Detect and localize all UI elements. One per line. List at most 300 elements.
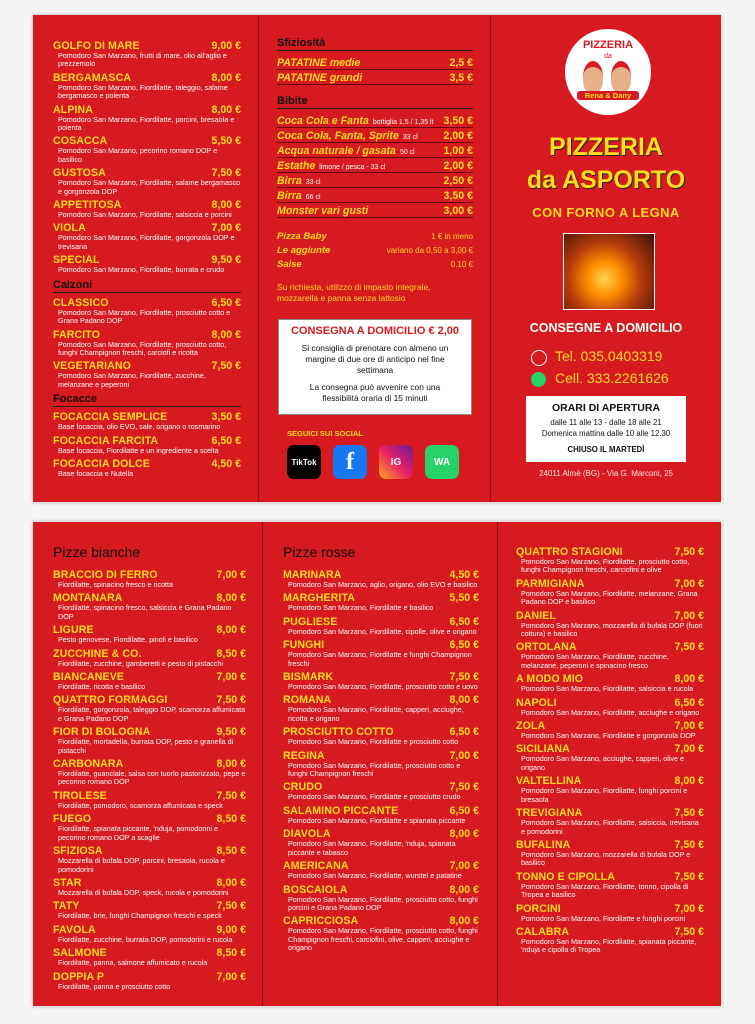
- extra-note: 0,10 €: [450, 260, 473, 269]
- hours-line-1: dalle 11 alle 13 - dalle 18 alle 21: [550, 418, 662, 427]
- item-name: FOCACCIA FARCITA: [53, 434, 159, 447]
- menu-item: [53, 790, 246, 810]
- row-price: 1,00 €: [443, 145, 473, 157]
- price-row: [277, 143, 473, 158]
- hours-line-2: Domenica mattina dalle 10 alle 12.30: [541, 429, 671, 438]
- column-bianche: [53, 540, 246, 1006]
- item-name: FUEGO: [53, 813, 92, 826]
- row-note: 33 cl: [402, 134, 418, 141]
- cell-number[interactable]: Cell. 333.2261626: [555, 370, 669, 386]
- row-name: Birra: [277, 190, 302, 202]
- menu-item: [53, 947, 246, 967]
- rosse-list-2: [516, 546, 704, 955]
- item-name: ORTOLANA: [516, 641, 577, 654]
- row-price: 3,00 €: [443, 205, 473, 217]
- column-rosse-continued: [516, 546, 704, 1006]
- item-description: Pomodoro San Marzano, Fiordilatte, porcini, bresaola e polenta: [58, 114, 235, 133]
- tiktok-icon[interactable]: TikTok: [287, 445, 321, 479]
- item-price: 6,50 €: [449, 639, 479, 652]
- item-description: Pomodoro San Marzano, Fiordilatte, prosciutto cotto, funghi Champignon freschi, carciofi e ricotta: [58, 339, 227, 357]
- item-description: Pomodoro San Marzano, frutti di mare, olio all'aglio e prezzemolo: [58, 51, 227, 69]
- menu-item: [53, 624, 246, 644]
- item-name: A MODO MIO: [516, 673, 584, 686]
- item-description: Pomodoro San Marzano, Fiordilatte, cipolle, olive e origano: [288, 626, 477, 636]
- item-description: Pomodoro San Marzano, Fiordilatte e spianata piccante: [288, 815, 466, 825]
- menu-item: [53, 104, 241, 133]
- item-name: MARINARA: [283, 569, 342, 581]
- item-name: SALMONE: [53, 947, 107, 960]
- extra-row: [277, 258, 473, 272]
- item-name: FUNGHI: [283, 639, 325, 652]
- item-name: REGINA: [283, 749, 325, 762]
- item-description: Mozzarella di bufala DOP, porcini, bresaola, rucola e pomodorini: [58, 856, 225, 874]
- item-name: SFIZIOSA: [53, 845, 103, 858]
- item-price: 8,50 €: [216, 813, 246, 826]
- item-description: Pomodoro San Marzano, Fiordilatte e funghi Champignon freschi: [288, 650, 472, 668]
- item-name: CARBONARA: [53, 758, 124, 771]
- chef-face-icon: [611, 61, 631, 93]
- item-name: TONNO E CIPOLLA: [516, 870, 616, 883]
- menu-item: [283, 639, 479, 668]
- phone-icon: [531, 350, 547, 366]
- menu-item: [53, 135, 241, 164]
- row-name: Acqua naturale / gasata: [277, 145, 396, 157]
- item-price: 8,00 €: [449, 915, 479, 928]
- menu-item: [516, 871, 704, 900]
- section-title-rosse: Pizze rosse: [283, 544, 356, 560]
- item-description: Fiordilatte, zucchine, burrata DOP, pomodorini e rucola: [58, 934, 233, 944]
- menu-item: [53, 671, 246, 691]
- item-name: ZOLA: [516, 720, 546, 733]
- item-description: Pomodoro San Marzano, Fiordilatte, salsiccia e porcini: [58, 210, 232, 220]
- item-price: 8,00 €: [211, 71, 241, 84]
- price-row: [277, 113, 473, 128]
- row-left: [277, 203, 372, 219]
- menu-item: [53, 569, 246, 589]
- item-name: LIGURE: [53, 624, 94, 637]
- item-name: VIOLA: [53, 222, 86, 235]
- item-description: Pomodoro San Marzano, Fiordilatte e prosciutto cotto: [288, 737, 459, 747]
- item-description: Pomodoro San Marzano, Fiordilatte, taleggio, salame bergamasco e polenta: [58, 82, 228, 101]
- menu-item: [53, 694, 246, 723]
- item-description: Fiordilatte, panna, salmone affumicato e rucola: [58, 958, 208, 968]
- logo-names: Rena & Dany: [577, 91, 639, 100]
- menu-item: [283, 750, 479, 779]
- fold-line: [497, 522, 498, 1006]
- price-row: [277, 158, 473, 173]
- brand-title: PIZZERIA: [549, 133, 663, 161]
- logo-title: PIZZERIA: [582, 39, 634, 51]
- column-rosse: [283, 540, 479, 1006]
- menu-item: [53, 360, 241, 389]
- pizzeria-logo: [563, 27, 653, 117]
- item-price: 7,00 €: [674, 720, 704, 733]
- menu-item: [53, 726, 246, 755]
- menu-item: [516, 697, 704, 717]
- item-description: Fiordilatte, ricotta e basilico: [58, 682, 146, 692]
- item-description: Fiordilatte, panna e prosciutto cotto: [58, 981, 171, 991]
- menu-item: [283, 592, 479, 612]
- item-price: 6,50 €: [211, 434, 241, 447]
- sfiziosita-list: [277, 55, 473, 85]
- section-title-focacce: Focacce: [53, 393, 241, 407]
- pizza-list: [53, 40, 241, 275]
- item-price: 5,50 €: [211, 135, 241, 148]
- item-name: CAPRICCIOSA: [283, 915, 359, 928]
- row-note: bottiglia 1,5 / 1,35 lt: [372, 119, 434, 126]
- wood-oven-photo: [563, 233, 655, 310]
- item-price: 7,50 €: [216, 694, 246, 707]
- price-row: [277, 55, 473, 70]
- item-name: BERGAMASCA: [53, 71, 132, 84]
- menu-sheet-front: [33, 15, 721, 502]
- row-name: Coca Cola e Fanta: [277, 115, 369, 127]
- item-price: 6,50 €: [449, 804, 479, 817]
- menu-item: [53, 329, 241, 358]
- menu-item: [516, 641, 704, 670]
- menu-item: [516, 720, 704, 740]
- item-description: Fiordilatte, zucchine, gamberetti e pesto di pistacchi: [58, 658, 223, 668]
- menu-item: [53, 924, 246, 944]
- item-description: Fiordilatte, spinacino fresco, salsiccia e Grana Padano DOP: [58, 603, 232, 621]
- menu-item: [516, 839, 704, 868]
- menu-item: [53, 167, 241, 196]
- item-description: Fiordilatte, pomodoro, scamorza affumicata e speck: [58, 800, 223, 810]
- extra-name: Le aggiunte: [277, 245, 331, 256]
- opening-hours-box: [526, 396, 686, 462]
- item-description: Mozzarella di bufala DOP, speck, rucola e pomodorini: [58, 887, 229, 897]
- item-price: 7,00 €: [211, 222, 241, 235]
- item-description: Pomodoro San Marzano, Fiordilatte, 'nduja, spianata piccante e tabasco: [288, 839, 456, 857]
- menu-item: [53, 254, 241, 274]
- item-name: FAVOLA: [53, 923, 96, 936]
- item-name: GUSTOSA: [53, 167, 106, 180]
- menu-item: [53, 40, 241, 69]
- item-description: Pomodoro San Marzano, aglio, origano, olio EVO e basilico: [288, 580, 478, 589]
- delivery-title: CONSEGNA A DOMICILIO € 2,00: [290, 325, 460, 337]
- price-row: [277, 128, 473, 143]
- delivery-text-2: La consegna può avvenire con una flessibilità oraria di 15 minuti: [309, 382, 441, 403]
- note-integrale: Su richiesta, utilizzo di impasto integrale, mozzarella e panna senza lattosio: [277, 282, 431, 303]
- item-description: Pomodoro San Marzano, Fiordilatte, acciughe e origano: [521, 707, 700, 717]
- row-price: 3,50 €: [443, 190, 473, 202]
- item-description: Pomodoro San Marzano, Fiordilatte, prosciutto cotto e funghi Champignon freschi: [288, 760, 461, 779]
- item-name: BRACCIO DI FERRO: [53, 569, 158, 581]
- whatsapp-icon[interactable]: WA: [425, 445, 459, 479]
- extra-name: Pizza Baby: [277, 231, 327, 242]
- item-price: 8,50 €: [216, 647, 246, 660]
- item-description: Pomodoro San Marzano, Fiordilatte, spianata piccante, 'nduja e cipolla di Tropea: [521, 936, 697, 955]
- item-price: 9,00 €: [216, 923, 246, 936]
- item-description: Pomodoro San Marzano, Fiordilatte e funghi porcini: [521, 913, 686, 923]
- item-price: 9,50 €: [216, 726, 246, 739]
- item-price: 7,50 €: [216, 789, 246, 802]
- calzoni-list: [53, 297, 241, 389]
- menu-item: [53, 971, 246, 991]
- extra-note: variano da 0,50 a 3,00 €: [386, 246, 473, 255]
- item-price: 9,00 €: [211, 40, 241, 52]
- row-left: [277, 113, 434, 129]
- item-price: 4,50 €: [211, 457, 241, 470]
- item-description: Pomodoro San Marzano, mozzarella di bufala DOP e basilico: [521, 849, 691, 868]
- menu-item: [283, 616, 479, 636]
- item-description: Pomodoro San Marzano, Fiordilatte, zucchine, melanzane, peperoni e spinacino fresco: [521, 652, 669, 670]
- item-name: CALABRA: [516, 925, 570, 938]
- delivery-text-1: Si consiglia di prenotare con almeno un margine di due ore di anticipo nel fine settimana: [301, 343, 449, 375]
- item-price: 7,00 €: [449, 749, 479, 762]
- item-price: 6,50 €: [449, 726, 479, 739]
- item-price: 6,50 €: [449, 615, 479, 628]
- item-price: 8,00 €: [449, 828, 479, 841]
- item-price: 8,00 €: [211, 103, 241, 116]
- item-description: Pomodoro San Marzano, Fiordilatte e prosciutto crudo: [288, 792, 461, 802]
- item-name: FARCITO: [53, 328, 101, 341]
- row-price: 3,5 €: [449, 72, 473, 84]
- row-name: Birra: [277, 175, 302, 187]
- item-description: Pomodoro San Marzano, Fiordilatte, wurstel e patatine: [288, 871, 462, 881]
- row-price: 2,00 €: [443, 160, 473, 172]
- price-row: [277, 70, 473, 85]
- item-price: 8,00 €: [449, 883, 479, 896]
- item-name: SALAMINO PICCANTE: [283, 804, 399, 817]
- item-name: AMERICANA: [283, 860, 349, 873]
- row-note: 66 cl: [305, 194, 321, 201]
- hours-closed: CHIUSO IL MARTEDÌ: [567, 445, 645, 454]
- extra-note: 1 € in meno: [431, 232, 473, 241]
- item-price: 9,50 €: [211, 254, 241, 267]
- address: 24011 Almè (BG) - Via G. Marconi, 25: [539, 469, 673, 478]
- item-price: 7,50 €: [216, 900, 246, 913]
- focacce-list: [53, 411, 241, 478]
- row-left: [277, 173, 321, 189]
- item-price: 3,50 €: [211, 411, 241, 424]
- price-row: [277, 188, 473, 203]
- item-price: 7,00 €: [674, 609, 704, 622]
- menu-item: [516, 926, 704, 955]
- brand-subtitle: CON FORNO A LEGNA: [532, 205, 680, 220]
- item-price: 7,50 €: [211, 360, 241, 373]
- item-name: TREVIGIANA: [516, 807, 583, 820]
- item-price: 8,00 €: [211, 328, 241, 341]
- row-price: 2,00 €: [443, 130, 473, 142]
- menu-item: [53, 297, 241, 326]
- item-name: SICILIANA: [516, 743, 570, 756]
- fold-line: [262, 522, 263, 1006]
- item-price: 7,50 €: [674, 546, 704, 558]
- item-name: VALTELLINA: [516, 775, 582, 788]
- menu-item: [283, 805, 479, 825]
- menu-item: [53, 758, 246, 787]
- menu-item: [516, 743, 704, 772]
- item-name: NAPOLI: [516, 696, 557, 709]
- menu-item: [53, 458, 241, 478]
- column-3: [491, 15, 721, 502]
- item-description: Fiordilatte, spianata piccante, 'nduja, pomodorini e pecorino romano DOP a scaglie: [58, 824, 218, 842]
- item-price: 8,00 €: [216, 592, 246, 605]
- hours-title: ORARI DI APERTURA: [551, 402, 661, 414]
- item-name: TIROLESE: [53, 789, 107, 802]
- item-price: 7,00 €: [216, 671, 246, 684]
- menu-item: [516, 546, 704, 575]
- row-left: [277, 70, 366, 86]
- item-name: COSACCA: [53, 135, 108, 148]
- item-description: Base focaccia, Fiordilatte e un ingrediente a scelta: [58, 445, 219, 455]
- menu-item: [53, 877, 246, 897]
- item-description: Pomodoro San Marzano, Fiordilatte e basilico: [288, 603, 434, 613]
- row-note: limone / pesca - 33 cl: [319, 164, 386, 171]
- menu-item: [283, 860, 479, 880]
- menu-item: [53, 813, 246, 842]
- facebook-icon[interactable]: f: [333, 445, 367, 479]
- item-description: Pomodoro San Marzano, pecorino romano DOP e basilico: [58, 146, 218, 164]
- item-description: Pomodoro San Marzano, Fiordilatte, prosciutto cotto, funghi Champignon freschi, carciofini e olive: [521, 557, 690, 575]
- telephone-number[interactable]: Tel. 035.0403319: [555, 348, 663, 364]
- item-name: PUGLIESE: [283, 615, 338, 628]
- section-title-sfiziosita: Sfiziosità: [277, 37, 473, 51]
- bibite-list: [277, 113, 473, 218]
- row-price: 2,50 €: [443, 175, 473, 187]
- row-note: 50 cl: [399, 149, 415, 156]
- item-name: DANIEL: [516, 609, 557, 622]
- brand-title-2: da ASPORTO: [526, 166, 686, 194]
- item-name: FIOR DI BOLOGNA: [53, 726, 151, 739]
- whatsapp-icon: [531, 372, 546, 387]
- item-price: 7,50 €: [449, 781, 479, 794]
- item-name: ROMANA: [283, 694, 332, 707]
- row-price: 2,5 €: [449, 57, 473, 69]
- item-name: DIAVOLA: [283, 828, 331, 841]
- extras-list: [277, 230, 473, 272]
- item-price: 7,50 €: [674, 807, 704, 820]
- item-price: 8,00 €: [216, 624, 246, 637]
- item-name: ALPINA: [53, 103, 94, 116]
- row-left: [277, 143, 415, 159]
- menu-item: [53, 592, 246, 621]
- row-name: Monster vari gusti: [277, 205, 369, 217]
- item-price: 8,00 €: [674, 673, 704, 686]
- item-description: Pomodoro San Marzano, Fiordilatte, prosciutto cotto e Grana Padano DOP: [58, 307, 231, 326]
- item-name: BISMARK: [283, 671, 334, 684]
- menu-item: [516, 807, 704, 836]
- row-left: [277, 128, 418, 144]
- row-name: PATATINE grandi: [277, 72, 363, 84]
- item-price: 8,50 €: [216, 845, 246, 858]
- item-description: Pomodoro San Marzano, Fiordilatte, burrata e crudo: [58, 265, 225, 275]
- section-title-bibite: Bibite: [277, 95, 473, 109]
- item-name: SPECIAL: [53, 254, 100, 267]
- item-price: 8,00 €: [216, 876, 246, 889]
- row-name: Coca Cola, Fanta, Sprite: [277, 130, 399, 142]
- menu-item: [516, 578, 704, 607]
- item-description: Fiordilatte, gorgonzola, taleggio DOP, scamorza affumicata e Grana Padano DOP: [58, 705, 246, 723]
- item-price: 7,00 €: [216, 569, 246, 581]
- menu-item: [53, 72, 241, 101]
- section-title-calzoni: Calzoni: [53, 279, 241, 293]
- menu-item: [516, 610, 704, 639]
- item-name: STAR: [53, 876, 82, 889]
- extra-row: [277, 244, 473, 258]
- item-description: Pomodoro San Marzano, Fiordilatte, melanzane, Grana Padano DOP e basilico: [521, 588, 698, 607]
- item-description: Pomodoro San Marzano, Fiordilatte, salsiccia e rucola: [521, 684, 694, 694]
- item-name: GOLFO DI MARE: [53, 40, 140, 52]
- item-price: 8,00 €: [216, 758, 246, 771]
- item-name: FOCACCIA DOLCE: [53, 457, 150, 470]
- item-price: 7,00 €: [674, 743, 704, 756]
- item-name: FOCACCIA SEMPLICE: [53, 411, 168, 424]
- item-description: Pomodoro San Marzano, Fiordilatte, prosciutto cotto, funghi porcini e Grana Padano DOP: [288, 894, 478, 912]
- item-price: 7,00 €: [674, 902, 704, 915]
- item-price: 7,50 €: [449, 671, 479, 684]
- extra-row: [277, 230, 473, 244]
- item-description: Fiordilatte, guanciale, salsa con tuorlo pastorizzato, pepe e pecorino romano DOP: [58, 769, 246, 787]
- menu-item: [516, 775, 704, 804]
- item-description: Pomodoro San Marzano, Fiordilatte, gorgonzola DOP e trevisana: [58, 233, 235, 251]
- menu-item: [283, 726, 479, 746]
- price-row: [277, 203, 473, 218]
- instagram-icon[interactable]: IG: [379, 445, 413, 479]
- item-name: PORCINI: [516, 902, 561, 915]
- item-name: MONTANARA: [53, 592, 123, 605]
- delivery-info-box: [278, 319, 472, 415]
- menu-item: [283, 694, 479, 723]
- item-description: Fiordilatte, brie, funghi Champignon freschi e speck: [58, 911, 222, 921]
- menu-item: [53, 845, 246, 874]
- menu-item: [283, 671, 479, 691]
- item-price: 6,50 €: [211, 296, 241, 309]
- item-description: Pomodoro San Marzano, Fiordilatte, prosciutto cotto e uovo: [288, 682, 478, 692]
- menu-item: [53, 900, 246, 920]
- item-name: DOPPIA P: [53, 970, 105, 983]
- menu-sheet-inside: [33, 522, 721, 1006]
- item-name: CLASSICO: [53, 296, 109, 309]
- menu-item: [53, 435, 241, 455]
- item-description: Pomodoro San Marzano, acciughe, capperi, olive e origano: [521, 754, 685, 772]
- item-description: Base focaccia e Nutella: [58, 468, 134, 478]
- item-description: Pomodoro San Marzano, Fiordilatte, prosciutto cotto, funghi Champignon freschi, carciofini, olive, capperi, acciughe e origano: [288, 926, 478, 953]
- item-description: Pomodoro San Marzano, mozzarella di bufala DOP (fuori cottura) e basilico: [521, 620, 703, 639]
- item-description: Pesto genovese, Fiordilatte, pinoli e basilico: [58, 635, 198, 645]
- item-description: Pomodoro San Marzano, Fiordilatte, zucchine, melanzane e peperoni: [58, 371, 206, 389]
- item-name: ZUCCHINE & CO.: [53, 647, 142, 660]
- social-label: SEGUICI SUI SOCIAL: [287, 429, 363, 438]
- chef-face-icon: [583, 61, 603, 93]
- row-name: Estathe: [277, 160, 316, 172]
- item-description: Pomodoro San Marzano, Fiordilatte, funghi porcini e bresaola: [521, 786, 688, 804]
- column-2: [277, 37, 473, 502]
- item-price: 8,00 €: [211, 199, 241, 212]
- item-price: 7,00 €: [674, 577, 704, 590]
- column-1: [53, 40, 241, 502]
- item-price: 7,50 €: [674, 870, 704, 883]
- item-description: Pomodoro San Marzano, Fiordilatte, salsiccia, trevisana e pomodorini: [521, 818, 699, 836]
- item-price: 7,50 €: [674, 925, 704, 938]
- row-left: [277, 158, 385, 174]
- row-note: 33 cl: [305, 179, 321, 186]
- row-name: PATATINE medie: [277, 57, 361, 69]
- item-price: 7,50 €: [211, 167, 241, 180]
- bianche-list: [53, 569, 246, 991]
- item-name: CRUDO: [283, 781, 323, 794]
- menu-item: [516, 673, 704, 693]
- item-description: Pomodoro San Marzano, Fiordilatte, capperi, acciughe, ricotta e origano: [288, 705, 464, 723]
- item-name: PROSCIUTTO COTTO: [283, 726, 394, 739]
- menu-item: [53, 222, 241, 251]
- menu-item: [283, 828, 479, 857]
- menu-item: [283, 915, 479, 952]
- item-price: 5,50 €: [449, 592, 479, 605]
- item-price: 4,50 €: [449, 569, 479, 581]
- section-title-bianche: Pizze bianche: [53, 544, 141, 560]
